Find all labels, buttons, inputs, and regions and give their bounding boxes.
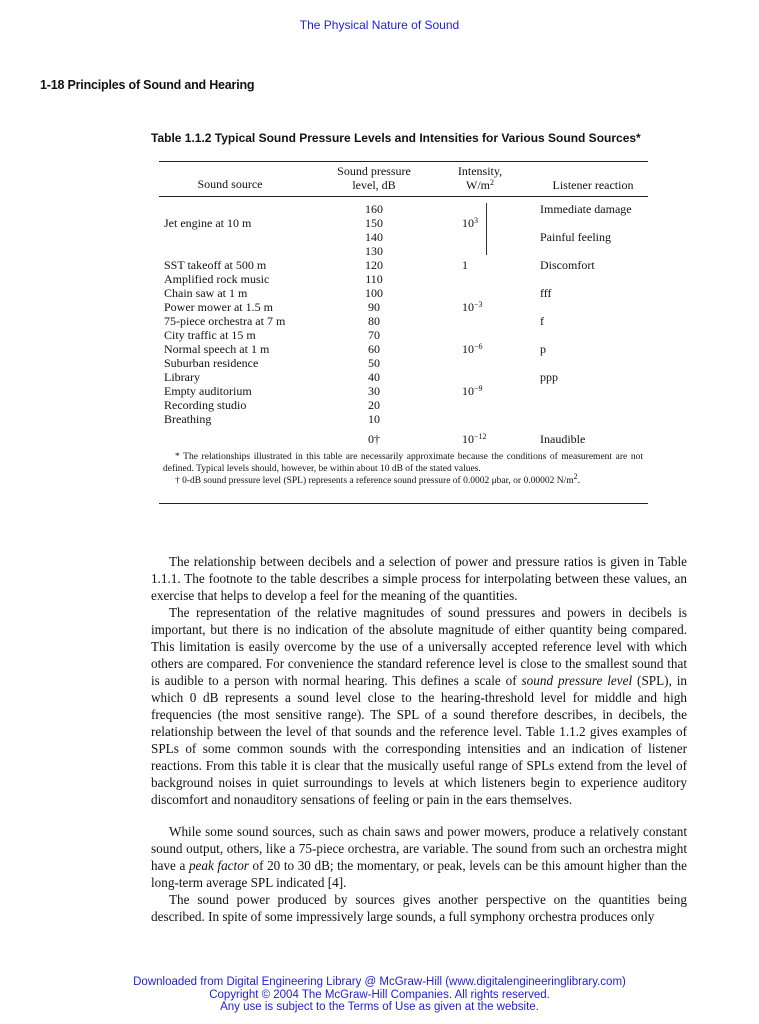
footnote-star: * The relationships illustrated in this table are necessarily approximate because the conditions of measurement are not defined. Typical levels should, however, be within about 10 dB of the stated values. xyxy=(163,452,643,474)
table-row-spl: 70 xyxy=(368,328,380,342)
table-row-reaction: fff xyxy=(540,286,552,300)
table-row-spl: 130 xyxy=(365,244,383,258)
table-row-spl: 50 xyxy=(368,356,380,370)
table-top-rule xyxy=(159,161,648,162)
table-row-source: Breathing xyxy=(164,412,212,426)
body-paragraph-3: While some sound sources, such as chain saws and power mowers, produce a relatively constant sound output, others, like a 75-piece orchestra, are variable. The sound from such an orchestra might have a peak factor of 20 to 30 dB; the momentary, or peak, levels can be this amount higher than the long-term average SPL indicated [4]. xyxy=(151,824,687,890)
table-row-intensity: $10^{-9}$ xyxy=(462,384,483,398)
table-row-reaction: f xyxy=(540,314,544,328)
body-paragraph-4: The sound power produced by sources gives another perspective on the quantities being described. In spite of some impressively large sounds, a full symphony orchestra produces only xyxy=(151,892,687,924)
footer-line-2: Copyright © 2004 The McGraw-Hill Companies. All rights reserved. xyxy=(209,988,550,1001)
table-row-source: Normal speech at 1 m xyxy=(164,342,270,356)
table-row-spl: 30 xyxy=(368,384,380,398)
table-row-spl: 10 xyxy=(368,412,380,426)
table-row-spl: 40 xyxy=(368,370,380,384)
table-row-reaction: p xyxy=(540,342,546,356)
table-header-rule xyxy=(159,196,648,197)
table-row-spl: 110 xyxy=(365,272,383,286)
table-row-reaction: Inaudible xyxy=(540,432,586,446)
range-brace xyxy=(486,203,493,255)
table-row-reaction: ppp xyxy=(540,370,558,384)
footnote-dagger: † 0-dB sound pressure level (SPL) represents a reference sound pressure of 0.0002 μbar, or 0.00002 $N/m^2$. xyxy=(175,472,580,486)
table-row-source: City traffic at 15 m xyxy=(164,328,256,342)
table-row-spl: 20 xyxy=(368,398,380,412)
footer-line-1[interactable]: Downloaded from Digital Engineering Library @ McGraw-Hill (www.digitalengineeringlibrary.com) xyxy=(133,976,626,988)
col-head-spl: Sound pressure level, dB xyxy=(337,164,411,192)
header-link[interactable]: The Physical Nature of Sound xyxy=(299,18,460,32)
table-row-source: Empty auditorium xyxy=(164,384,252,398)
table-bottom-rule xyxy=(159,503,648,504)
col-head-intensity: Intensity, $W/m^2$ xyxy=(457,164,503,192)
table-row-spl: 150 xyxy=(365,216,383,230)
table-row-reaction: Immediate damage xyxy=(540,202,632,216)
table-row-spl: 90 xyxy=(368,300,380,314)
table-row-source: Jet engine at 10 m xyxy=(164,216,252,230)
running-head: 1-18 Principles of Sound and Hearing xyxy=(40,78,255,92)
table-row-spl: 100 xyxy=(365,286,383,300)
table-row-reaction: Painful feeling xyxy=(540,230,611,244)
col-head-reaction: Listener reaction xyxy=(552,178,634,192)
table-row-spl: 140 xyxy=(365,230,383,244)
body-paragraph-2: The representation of the relative magnitudes of sound pressures and powers in decibels is important, but there is no indication of the absolute magnitude of either quantity being compared. This limitation is easily overcome by the use of a universally accepted reference level with which others are compared. For convenience the standard reference level is close to the smallest sound that is audible to a person with normal hearing. This defines a scale of sound pressure level (SPL), in which 0 dB represents a sound level close to the hearing-threshold level for middle and high frequencies (the most sensitive range). The SPL of a sound therefore describes, in decibels, the relationship between the level of that sounds and the reference level. Table 1.1.2 gives examples of SPLs of some common sounds with the corresponding intensities and an indication of listener reactions. From this table it is clear that the musically useful range of SPLs extend from the level of background noises in quiet surroundings to levels at which listeners begin to experience auditory discomfort and nonauditory sensations of feeling or pain in the ears themselves. xyxy=(151,605,688,807)
table-row-source: Library xyxy=(164,370,200,384)
table-row-source: Suburban residence xyxy=(164,356,259,370)
table-row-spl: 0† xyxy=(368,432,380,446)
body-paragraph-1: The relationship between decibels and a selection of power and pressure ratios is given in Table 1.1.1. The footnote to the table describes a simple process for interpolating between these values, an exercise that helps to develop a feel for the meaning of the quantities. xyxy=(151,554,687,603)
table-row-spl: 120 xyxy=(365,258,383,272)
table-row-source: Chain saw at 1 m xyxy=(164,286,248,300)
table-row-spl: 80 xyxy=(368,314,380,328)
table-row-intensity: $10^3$ xyxy=(462,216,478,230)
table-row-intensity: $10^{-6}$ xyxy=(462,342,483,356)
col-head-source: Sound source xyxy=(197,177,263,191)
table-caption: Table 1.1.2 Typical Sound Pressure Levels and Intensities for Various Sound Sources* xyxy=(151,131,641,145)
table-row-reaction: Discomfort xyxy=(540,258,595,272)
table-row-intensity: $10^{-12}$ xyxy=(462,432,487,446)
table-row-source: Recording studio xyxy=(164,398,247,412)
footer-notice[interactable] xyxy=(0,976,759,1014)
table-row-source: SST takeoff at 500 m xyxy=(164,258,267,272)
table-row-source: Amplified rock music xyxy=(164,272,270,286)
footer-line-3: Any use is subject to the Terms of Use as given at the website. xyxy=(220,1001,539,1013)
table-row-spl: 60 xyxy=(368,342,380,356)
table-row-intensity: $10^{-3}$ xyxy=(462,300,483,314)
table-row-source: Power mower at 1.5 m xyxy=(164,300,273,314)
table-row-intensity: 1 xyxy=(462,258,468,272)
table-row-source: 75-piece orchestra at 7 m xyxy=(164,314,286,328)
table-row-spl: 160 xyxy=(365,202,383,216)
